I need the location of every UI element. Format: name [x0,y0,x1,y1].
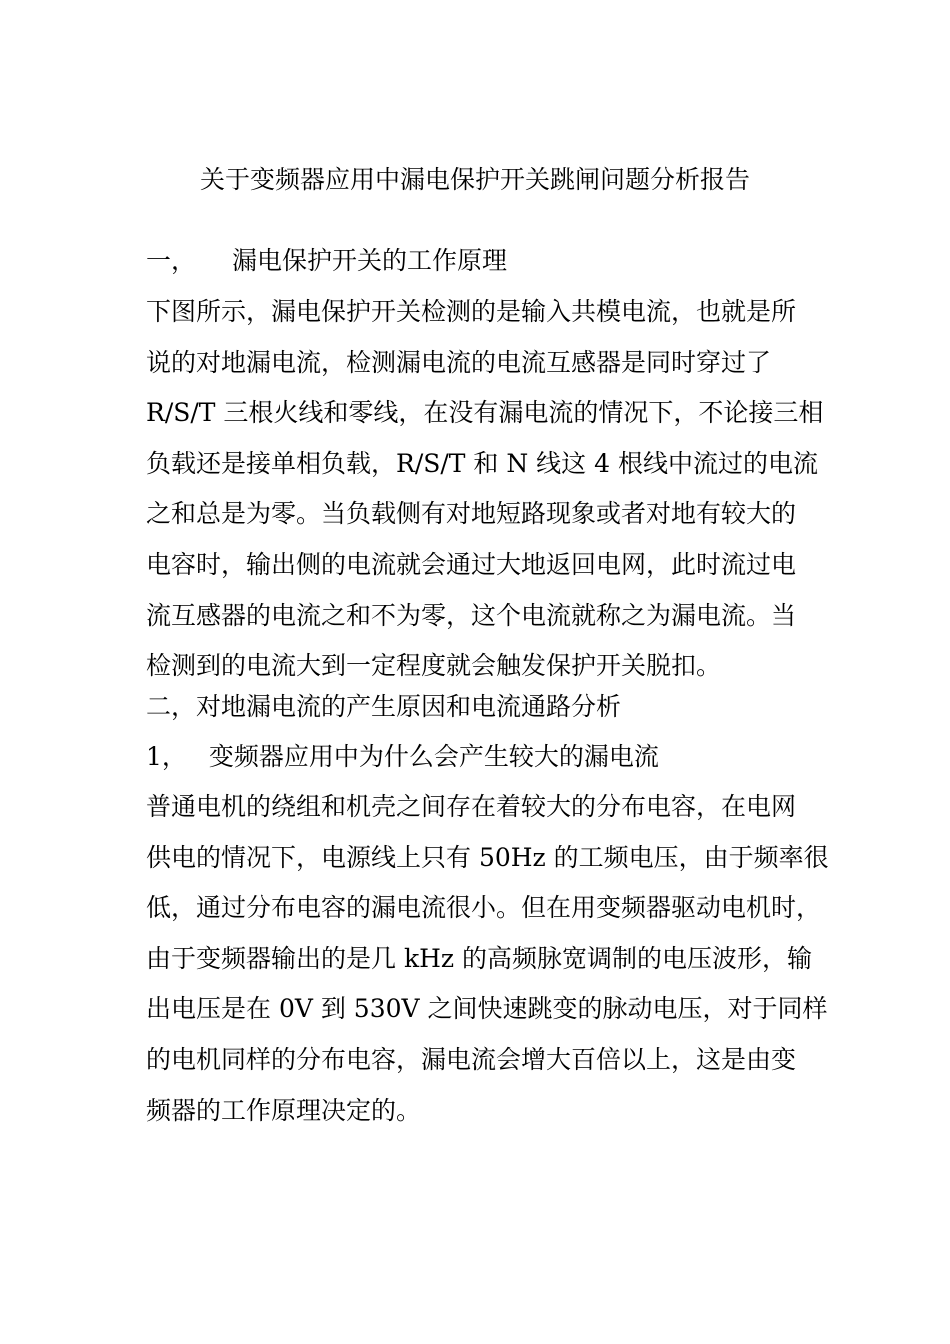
paragraph-line: 频器的工作原理决定的。 [146,1095,422,1125]
paragraph-line: 的电机同样的分布电容，漏电流会增大百倍以上，这是由变 [146,1044,797,1074]
paragraph-line: 流互感器的电流之和不为零，这个电流就称之为漏电流。当 [146,600,797,630]
section-1-heading [146,236,818,287]
subsection-1-number: 1， [146,742,187,771]
section-2-title: 二，对地漏电流的产生原因和电流通路分析 [146,692,622,721]
paragraph-line: 下图所示，漏电保护开关检测的是输入共模电流，也就是所 [146,297,797,326]
paragraph-line: 供电的情况下，电源线上只有 50Hz 的工频电压，由于频率很 [146,842,829,872]
subsection-1-heading [146,732,818,783]
document-title: 关于变频器应用中漏电保护开关跳闸问题分析报告 [199,165,750,194]
paragraph-line: 电容时，输出侧的电流就会通过大地返回电网，此时流过电 [146,549,797,579]
section-2-heading [146,682,818,733]
paragraph-line: 之和总是为零。当负载侧有对地短路现象或者对地有较大的 [146,499,797,529]
section-1-paragraph [146,287,824,692]
subsection-1-title: 变频器应用中为什么会产生较大的漏电流 [208,742,659,771]
section-1-title: 漏电保护开关的工作原理 [232,246,508,275]
section-1-number: 一， [146,246,197,275]
paragraph-line: 说的对地漏电流，检测漏电流的电流互感器是同时穿过了 [146,347,772,377]
paragraph-line: 检测到的电流大到一定程度就会触发保护开关脱扣。 [146,651,722,681]
section-2-paragraph [146,782,829,1136]
paragraph-line: 低，通过分布电容的漏电流很小。但在用变频器驱动电机时， [146,893,822,923]
paragraph-line: 由于变频器输出的是几 kHz 的高频脉宽调制的电压波形，输 [146,943,813,973]
paragraph-line: 负载还是接单相负载，R/S/T 和 N 线这 4 根线中流过的电流 [146,448,818,478]
paragraph-line: 普通电机的绕组和机壳之间存在着较大的分布电容，在电网 [146,792,797,821]
paragraph-line: 出电压是在 0V 到 530V 之间快速跳变的脉动电压，对于同样 [146,994,828,1024]
paragraph-line: R/S/T 三根火线和零线，在没有漏电流的情况下，不论接三相 [146,398,824,428]
